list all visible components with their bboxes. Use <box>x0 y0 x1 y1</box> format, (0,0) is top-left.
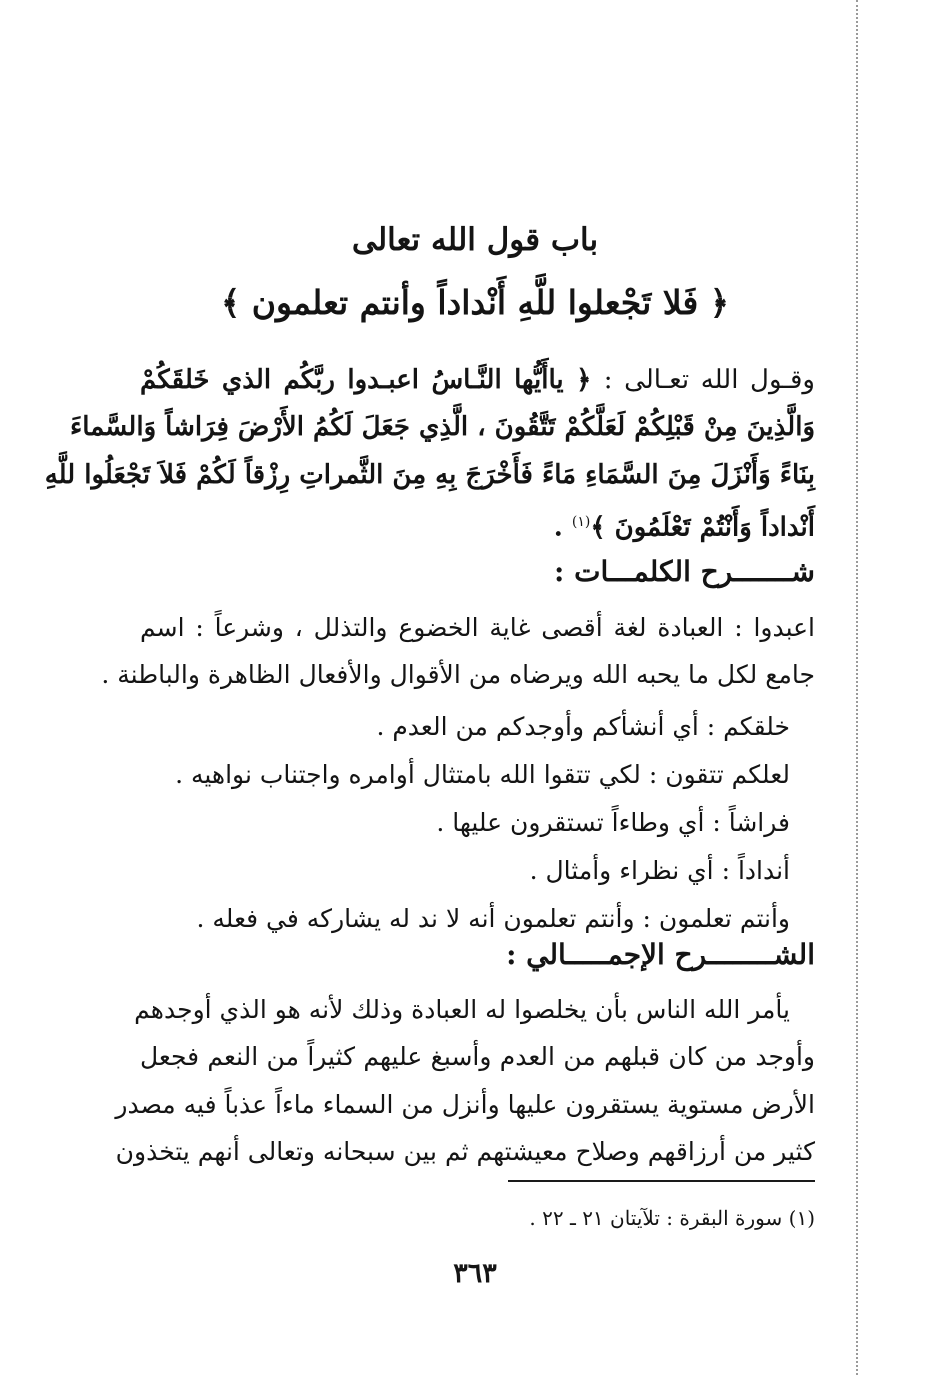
summary-heading: الشــــــــرح الإجمـــــالي : <box>506 938 815 971</box>
summary-line-4: كثير من أرزاقهم وصلاح معيشتهم ثم بين سبحانه وتعالى أنهم يتخذون <box>115 1137 815 1166</box>
page-number: ٣٦٣ <box>453 1258 497 1289</box>
word-line-7: وأنتم تعلمون : وأنتم تعلمون أنه لا ند له يشاركه في فعله . <box>196 904 790 933</box>
verse-line-3: بِنَاءً وَأَنْزَلَ مِنَ السَّمَاءِ مَاءً فَأَخْرَجَ بِهِ مِنَ الثَّمراتِ رِزْقاً لَكُمْ فَلاَ تَجْعَلُوا للَّهِ <box>44 460 815 490</box>
word-line-5: فراشاً : أي وطاءاً تستقرون عليها . <box>436 808 790 837</box>
chapter-title: باب قول الله تعالى <box>351 222 599 258</box>
word-line-6: أنداداً : أي نظراء وأمثال . <box>529 856 790 885</box>
word-line-2: جامع لكل ما يحبه الله ويرضاه من الأقوال والأفعال الظاهرة والباطنة . <box>101 660 815 689</box>
summary-line-2: وأوجد من كان قبلهم من العدم وأسبغ عليهم كثيراً من النعم فجعل <box>140 1042 815 1071</box>
verse-line-2: وَالَّذِينَ مِنْ قَبْلِكُمْ لَعَلَّكُمْ تَتَّقُونَ ، الَّذِي جَعَلَ لَكُمُ الأَرْضَ فِرَاشاً وَالسَّماءَ <box>70 412 815 442</box>
intro-line-4 <box>140 503 815 547</box>
page-edge-dotted-line <box>856 0 858 1375</box>
verse-line-4: أَنْداداً وَأَنْتُمْ تَعْلَمُونَ ﴾ <box>590 512 815 543</box>
words-heading: شـــــــرح الكلمـــات : <box>554 555 815 588</box>
footnote: (١) سورة البقرة : تلآيتان ٢١ ـ ٢٢ . <box>529 1206 815 1230</box>
word-line-3: خلقكم : أي أنشأكم وأوجدكم من العدم . <box>376 712 790 741</box>
intro-lead: وقـول الله تعـالى : <box>603 365 815 395</box>
verse-end: . <box>553 512 563 543</box>
footnote-ref: (١) <box>571 514 591 530</box>
intro-line-1 <box>140 361 815 399</box>
chapter-verse-title: ﴿ فَلا تَجْعلوا للَّهِ أَنْداداً وأنتم تعلمون ﴾ <box>220 283 730 322</box>
footnote-rule <box>508 1180 815 1182</box>
word-line-1: اعبدوا : العبادة لغة أقصى غاية الخضوع والتذلل ، وشرعاً : اسم <box>140 613 815 642</box>
summary-line-3: الأرض مستوية يستقرون عليها وأنزل من السماء ماءاً عذباً فيه مصدر <box>115 1090 815 1119</box>
verse-line-1: ﴿ ياأَيُّها النَّـاسُ اعبـدوا ربَّكُم الذي خَلقَكُمْ <box>140 365 592 395</box>
word-line-4: لعلكم تتقون : لكي تتقوا الله بامتثال أوامره واجتناب نواهيه . <box>175 760 790 789</box>
summary-line-1: يأمر الله الناس بأن يخلصوا له العبادة وذلك لأنه هو الذي أوجدهم <box>134 995 790 1024</box>
